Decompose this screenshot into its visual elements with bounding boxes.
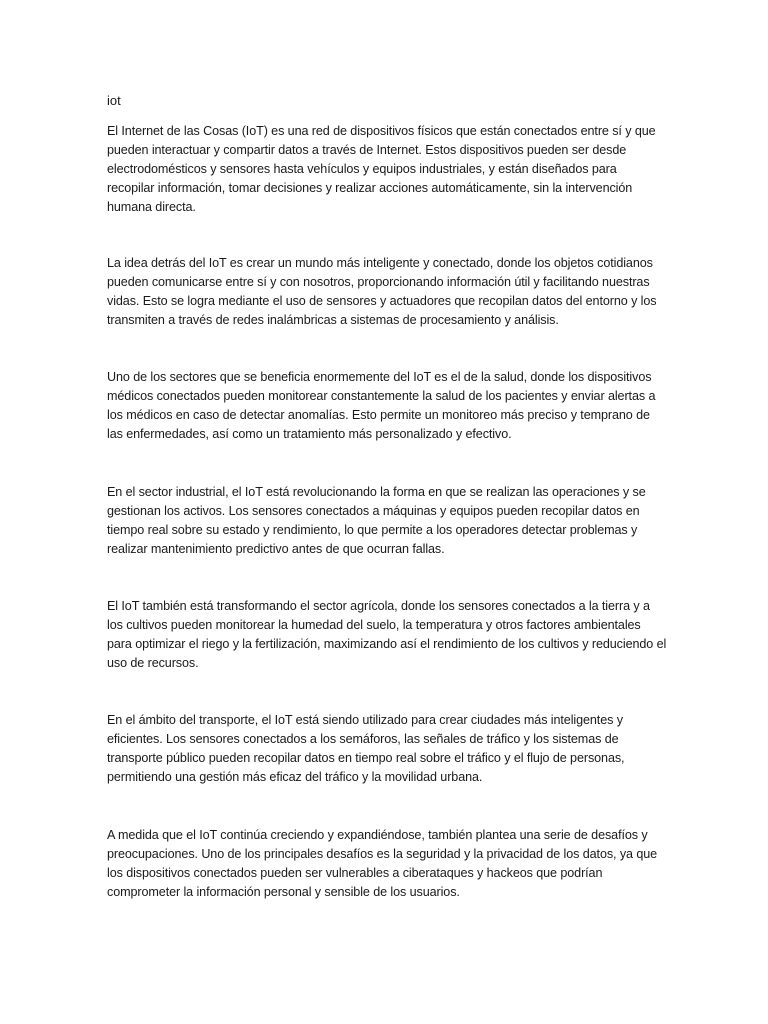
document-title: iot: [107, 93, 121, 108]
paragraph-industry: En el sector industrial, el IoT está revolucionando la forma en que se realizan las operaciones y se gestionan los activos. Los sensores conectados a máquinas y equipos pueden recopilar datos en tiempo real sobre su estado y rendimiento, lo que permite a los operadores detectar problemas y realizar mantenimiento predictivo antes de que ocurran fallas.: [107, 485, 646, 556]
paragraph-transport: En el ámbito del transporte, el IoT está siendo utilizado para crear ciudades más inteligentes y eficientes. Los sensores conectados a los semáforos, las señales de tráfico y los sistemas de transporte público pueden recopilar datos en tiempo real sobre el tráfico y el flujo de personas, permitiendo una gestión más eficaz del tráfico y la movilidad urbana.: [107, 713, 625, 784]
paragraph-health: Uno de los sectores que se beneficia enormemente del IoT es el de la salud, donde los dispositivos médicos conectados pueden monitorear constantemente la salud de los pacientes y enviar alertas a los médicos en caso de detectar anomalías. Esto permite un monitoreo más preciso y temprano de las enfermedades, así como un tratamiento más personalizado y efectivo.: [107, 370, 656, 441]
paragraph-idea: La idea detrás del IoT es crear un mundo más inteligente y conectado, donde los objetos cotidianos pueden comunicarse entre sí y con nosotros, proporcionando información útil y facilitando nuestras vidas. Esto se logra mediante el uso de sensores y actuadores que recopilan datos del entorno y los transmiten a través de redes inalámbricas a sistemas de procesamiento y análisis.: [107, 256, 657, 327]
paragraph-intro: El Internet de las Cosas (IoT) es una red de dispositivos físicos que están conectados entre sí y que pueden interactuar y compartir datos a través de Internet. Estos dispositivos pueden ser desde electrodomésticos y sensores hasta vehículos y equipos industriales, y están diseñados para recopilar información, tomar decisiones y realizar acciones automáticamente, sin la intervención humana directa.: [107, 124, 656, 214]
paragraph-challenges: A medida que el IoT continúa creciendo y expandiéndose, también plantea una serie de desafíos y preocupaciones. Uno de los principales desafíos es la seguridad y la privacidad de los datos, ya que los dispositivos conectados pueden ser vulnerables a ciberataques y hackeos que podrían comprometer la información personal y sensible de los usuarios.: [107, 828, 658, 899]
paragraph-agriculture: El IoT también está transformando el sector agrícola, donde los sensores conectados a la tierra y a los cultivos pueden monitorear la humedad del suelo, la temperatura y otros factores ambientales para optimizar el riego y la fertilización, maximizando así el rendimiento de los cultivos y reduciendo el uso de recursos.: [107, 599, 667, 670]
